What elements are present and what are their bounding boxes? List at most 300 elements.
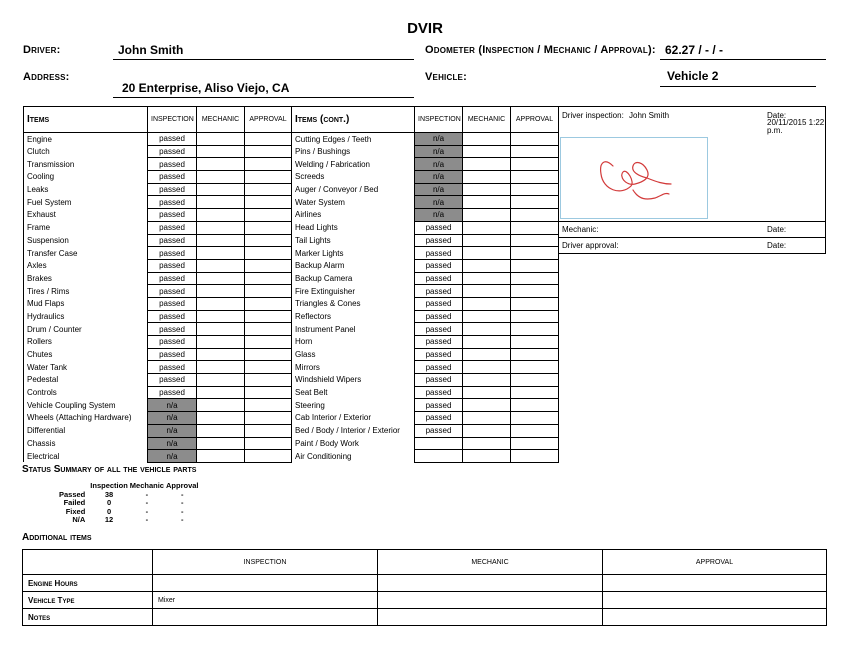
inspection-status: passed xyxy=(148,374,197,387)
summary-table xyxy=(58,482,200,525)
item-name: Auger / Conveyor / Bed xyxy=(292,183,415,196)
mechanic-status xyxy=(463,133,511,146)
table-row xyxy=(292,196,559,209)
mechanic-status xyxy=(197,145,245,158)
additional-value xyxy=(603,575,827,592)
mechanic-status xyxy=(463,145,511,158)
approval-header: APPROVAL xyxy=(511,107,559,133)
items-table-left xyxy=(23,106,292,463)
approval-status xyxy=(245,183,292,196)
approval-status xyxy=(245,133,292,146)
mechanic-status xyxy=(197,234,245,247)
inspection-status: passed xyxy=(415,348,463,361)
approval-status xyxy=(245,399,292,412)
driver-inspection-label: Driver inspection: xyxy=(562,111,624,120)
inspection-status: passed xyxy=(415,297,463,310)
mechanic-status xyxy=(463,374,511,387)
inspection-status xyxy=(415,450,463,463)
approval-status xyxy=(511,158,559,171)
approval-status xyxy=(245,361,292,374)
approval-status xyxy=(245,171,292,184)
signature-image xyxy=(560,137,708,219)
mechanic-label: Mechanic: xyxy=(562,225,599,234)
item-name: Water Tank xyxy=(24,361,148,374)
approval-status xyxy=(245,158,292,171)
approval-status xyxy=(511,247,559,260)
vehicle-label: Vehicle: xyxy=(425,71,467,83)
summary-row-label: Fixed xyxy=(65,506,86,516)
table-row xyxy=(292,336,559,349)
table-row xyxy=(292,348,559,361)
item-name: Differential xyxy=(24,424,148,437)
mechanic-status xyxy=(197,437,245,450)
summary-value: 0 xyxy=(106,498,112,507)
inspection-status: passed xyxy=(148,209,197,222)
mechanic-status xyxy=(463,437,511,450)
inspection-status: passed xyxy=(148,234,197,247)
mechanic-status xyxy=(463,310,511,323)
table-row xyxy=(24,297,292,310)
additional-value xyxy=(378,609,603,626)
item-name: Screeds xyxy=(292,171,415,184)
approval-status xyxy=(245,348,292,361)
inspection-status: passed xyxy=(415,361,463,374)
mechanic-status xyxy=(197,272,245,285)
table-row xyxy=(24,209,292,222)
table-row xyxy=(24,374,292,387)
inspection-status: n/a xyxy=(415,209,463,222)
inspection-date-label: Date: xyxy=(767,111,787,120)
inspection-status: passed xyxy=(148,297,197,310)
item-name: Cutting Edges / Teeth xyxy=(292,133,415,146)
approval-status xyxy=(245,323,292,336)
item-name: Pins / Bushings xyxy=(292,145,415,158)
additional-value xyxy=(603,592,827,609)
odometer-value: 62.27 / - / - xyxy=(665,43,724,57)
table-row xyxy=(292,133,559,146)
table-row xyxy=(24,234,292,247)
inspection-status: n/a xyxy=(415,183,463,196)
inspection-status: passed xyxy=(148,247,197,260)
driver-approval-label: Driver approval: xyxy=(562,241,619,250)
mechanic-date-label: Date: xyxy=(767,225,787,234)
mechanic-status xyxy=(463,361,511,374)
approval-status xyxy=(245,412,292,425)
table-row xyxy=(292,234,559,247)
item-name: Brakes xyxy=(24,272,148,285)
additional-items-table xyxy=(22,549,827,626)
approval-status xyxy=(511,209,559,222)
mechanic-status xyxy=(197,361,245,374)
inspection-status: n/a xyxy=(415,133,463,146)
table-row xyxy=(292,259,559,272)
inspection-status: passed xyxy=(148,196,197,209)
summary-value: - xyxy=(145,506,149,516)
inspection-status: passed xyxy=(415,323,463,336)
address-label: Address: xyxy=(23,71,70,83)
table-row xyxy=(24,285,292,298)
mechanic-status xyxy=(463,196,511,209)
inspection-status: n/a xyxy=(415,196,463,209)
approval-status xyxy=(511,450,559,463)
item-name: Frame xyxy=(24,221,148,234)
inspection-status: passed xyxy=(148,386,197,399)
summary-value: - xyxy=(145,498,149,507)
table-row xyxy=(292,297,559,310)
table-row xyxy=(292,412,559,425)
table-row xyxy=(292,247,559,260)
item-name: Tires / Rims xyxy=(24,285,148,298)
item-name: Axles xyxy=(24,259,148,272)
item-name: Drum / Counter xyxy=(24,323,148,336)
approval-status xyxy=(511,323,559,336)
table-row xyxy=(24,424,292,437)
summary-header-approval: Approval xyxy=(165,481,199,490)
additional-value xyxy=(378,575,603,592)
inspection-status: passed xyxy=(415,399,463,412)
summary-row xyxy=(58,516,200,525)
item-name: Mud Flaps xyxy=(24,297,148,310)
approval-status xyxy=(245,272,292,285)
signature-panel xyxy=(558,106,826,254)
mechanic-header: MECHANIC xyxy=(197,107,245,133)
approval-date-label: Date: xyxy=(767,241,787,250)
table-row xyxy=(292,221,559,234)
inspection-status: passed xyxy=(148,259,197,272)
item-name: Welding / Fabrication xyxy=(292,158,415,171)
summary-value: - xyxy=(180,489,184,499)
inspection-status: n/a xyxy=(148,399,197,412)
mechanic-status xyxy=(463,297,511,310)
inspection-status: passed xyxy=(415,272,463,285)
mechanic-status xyxy=(197,196,245,209)
summary-row-label: Passed xyxy=(59,489,86,499)
table-row xyxy=(292,145,559,158)
additional-header-inspection: INSPECTION xyxy=(153,550,378,575)
item-name: Chutes xyxy=(24,348,148,361)
summary-value: - xyxy=(145,489,149,499)
item-name: Electrical xyxy=(24,450,148,463)
inspection-status: n/a xyxy=(148,424,197,437)
odometer-label: Odometer (Inspection / Mechanic / Approval): xyxy=(425,44,656,56)
approval-status xyxy=(511,310,559,323)
inspection-status xyxy=(415,437,463,450)
approval-status xyxy=(511,437,559,450)
item-name: Backup Camera xyxy=(292,272,415,285)
item-name: Steering xyxy=(292,399,415,412)
item-name: Fuel System xyxy=(24,196,148,209)
mechanic-status xyxy=(463,285,511,298)
item-name: Triangles & Cones xyxy=(292,297,415,310)
mechanic-row xyxy=(559,221,825,237)
summary-header-mechanic: Mechanic xyxy=(129,481,164,490)
inspection-status: passed xyxy=(415,259,463,272)
mechanic-status xyxy=(197,297,245,310)
item-name: Cab Interior / Exterior xyxy=(292,412,415,425)
additional-value: Mixer xyxy=(153,592,378,609)
approval-status xyxy=(245,209,292,222)
table-row xyxy=(292,310,559,323)
approval-header: APPROVAL xyxy=(245,107,292,133)
inspection-status: n/a xyxy=(148,437,197,450)
inspection-status: passed xyxy=(148,361,197,374)
inspection-status: passed xyxy=(148,133,197,146)
inspection-status: passed xyxy=(148,336,197,349)
inspection-status: passed xyxy=(415,374,463,387)
table-row xyxy=(24,386,292,399)
mechanic-status xyxy=(463,336,511,349)
mechanic-status xyxy=(197,399,245,412)
mechanic-status xyxy=(197,221,245,234)
table-row xyxy=(24,399,292,412)
inspection-status: passed xyxy=(415,234,463,247)
mechanic-status xyxy=(197,336,245,349)
item-name: Vehicle Coupling System xyxy=(24,399,148,412)
approval-status xyxy=(511,297,559,310)
item-name: Reflectors xyxy=(292,310,415,323)
mechanic-status xyxy=(197,424,245,437)
table-row xyxy=(24,361,292,374)
driver-value: John Smith xyxy=(118,43,184,57)
mechanic-status xyxy=(197,259,245,272)
approval-status xyxy=(511,285,559,298)
table-row xyxy=(24,450,292,463)
inspection-status: passed xyxy=(148,183,197,196)
additional-row-label: Engine Hours xyxy=(23,575,153,592)
approval-status xyxy=(511,348,559,361)
mechanic-status xyxy=(463,247,511,260)
inspection-status: passed xyxy=(148,221,197,234)
driver-approval-row xyxy=(559,237,825,253)
approval-status xyxy=(511,272,559,285)
table-row xyxy=(24,247,292,260)
address-value: 20 Enterprise, Aliso Viejo, CA xyxy=(122,81,290,95)
mechanic-status xyxy=(463,412,511,425)
item-name: Suspension xyxy=(24,234,148,247)
summary-value: - xyxy=(180,506,184,516)
mechanic-status xyxy=(197,183,245,196)
additional-row xyxy=(23,575,827,592)
mechanic-status xyxy=(463,183,511,196)
inspection-date-value: 20/11/2015 1:22 p.m. xyxy=(767,118,825,135)
item-name: Hydraulics xyxy=(24,310,148,323)
table-row xyxy=(292,183,559,196)
approval-status xyxy=(245,450,292,463)
item-name: Mirrors xyxy=(292,361,415,374)
approval-status xyxy=(245,297,292,310)
table-row xyxy=(24,412,292,425)
table-row xyxy=(24,272,292,285)
driver-underline xyxy=(113,59,414,60)
items-table-right xyxy=(291,106,559,463)
inspection-status: n/a xyxy=(415,171,463,184)
additional-value xyxy=(378,592,603,609)
table-row xyxy=(24,259,292,272)
mechanic-status xyxy=(463,399,511,412)
table-row xyxy=(292,285,559,298)
table-row xyxy=(24,158,292,171)
item-name: Exhaust xyxy=(24,209,148,222)
item-name: Seat Belt xyxy=(292,386,415,399)
approval-status xyxy=(511,133,559,146)
item-name: Marker Lights xyxy=(292,247,415,260)
driver-label: Driver: xyxy=(23,44,61,56)
item-name: Rollers xyxy=(24,336,148,349)
approval-status xyxy=(245,247,292,260)
item-name: Transmission xyxy=(24,158,148,171)
inspection-status: passed xyxy=(148,323,197,336)
mechanic-status xyxy=(463,259,511,272)
mechanic-status xyxy=(463,171,511,184)
table-row xyxy=(24,133,292,146)
approval-status xyxy=(245,386,292,399)
item-name: Backup Alarm xyxy=(292,259,415,272)
summary-value: 0 xyxy=(106,506,112,516)
vehicle-value: Vehicle 2 xyxy=(667,69,719,83)
inspection-status: passed xyxy=(415,285,463,298)
mechanic-status xyxy=(197,158,245,171)
additional-value xyxy=(603,609,827,626)
summary-value: - xyxy=(180,515,184,524)
additional-header-mechanic: MECHANIC xyxy=(378,550,603,575)
table-row xyxy=(292,374,559,387)
inspection-status: passed xyxy=(148,285,197,298)
mechanic-header: MECHANIC xyxy=(463,107,511,133)
mechanic-status xyxy=(197,323,245,336)
inspection-status: passed xyxy=(415,336,463,349)
inspection-status: passed xyxy=(148,272,197,285)
approval-status xyxy=(245,221,292,234)
items-header: Items xyxy=(24,107,148,133)
inspection-status: passed xyxy=(415,412,463,425)
inspection-header: INSPECTION xyxy=(415,107,463,133)
approval-status xyxy=(245,424,292,437)
additional-row-label: Vehicle Type xyxy=(23,592,153,609)
inspection-status: passed xyxy=(415,310,463,323)
approval-status xyxy=(245,234,292,247)
table-row xyxy=(292,171,559,184)
approval-status xyxy=(511,386,559,399)
item-name: Air Conditioning xyxy=(292,450,415,463)
table-row xyxy=(292,209,559,222)
mechanic-status xyxy=(463,424,511,437)
mechanic-status xyxy=(463,158,511,171)
inspection-status: passed xyxy=(148,145,197,158)
table-row xyxy=(292,399,559,412)
approval-status xyxy=(511,196,559,209)
approval-status xyxy=(511,361,559,374)
inspection-status: n/a xyxy=(148,450,197,463)
inspection-status: passed xyxy=(415,247,463,260)
inspection-status: passed xyxy=(415,386,463,399)
item-name: Wheels (Attaching Hardware) xyxy=(24,412,148,425)
vehicle-underline xyxy=(660,86,816,87)
table-row xyxy=(24,196,292,209)
mechanic-status xyxy=(197,247,245,260)
summary-value: 12 xyxy=(104,515,114,524)
additional-header-approval: APPROVAL xyxy=(603,550,827,575)
approval-status xyxy=(245,437,292,450)
mechanic-status xyxy=(463,450,511,463)
table-row xyxy=(24,145,292,158)
approval-status xyxy=(511,259,559,272)
inspection-status: passed xyxy=(415,221,463,234)
mechanic-status xyxy=(463,272,511,285)
item-name: Windshield Wipers xyxy=(292,374,415,387)
mechanic-status xyxy=(197,133,245,146)
address-underline xyxy=(113,97,414,98)
mechanic-status xyxy=(197,386,245,399)
item-name: Leaks xyxy=(24,183,148,196)
summary-row-label: Failed xyxy=(63,498,86,507)
summary-value: - xyxy=(180,498,184,507)
table-row xyxy=(24,348,292,361)
item-name: Bed / Body / Interior / Exterior xyxy=(292,424,415,437)
item-name: Paint / Body Work xyxy=(292,437,415,450)
driver-inspection-name: John Smith xyxy=(629,111,670,120)
item-name: Instrument Panel xyxy=(292,323,415,336)
approval-status xyxy=(511,183,559,196)
approval-status xyxy=(245,196,292,209)
inspection-status: n/a xyxy=(415,145,463,158)
inspection-status: n/a xyxy=(148,412,197,425)
item-name: Water System xyxy=(292,196,415,209)
additional-items-title: Additional items xyxy=(22,532,92,543)
table-row xyxy=(292,323,559,336)
items-cont-header: Items (cont.) xyxy=(292,107,415,133)
table-row xyxy=(292,437,559,450)
approval-status xyxy=(511,374,559,387)
item-name: Engine xyxy=(24,133,148,146)
item-name: Fire Extinguisher xyxy=(292,285,415,298)
mechanic-status xyxy=(463,348,511,361)
inspection-status: passed xyxy=(415,424,463,437)
table-row xyxy=(292,424,559,437)
table-row xyxy=(24,310,292,323)
approval-status xyxy=(245,259,292,272)
additional-row xyxy=(23,609,827,626)
item-name: Transfer Case xyxy=(24,247,148,260)
approval-status xyxy=(511,399,559,412)
table-row xyxy=(24,183,292,196)
table-row xyxy=(292,158,559,171)
approval-status xyxy=(245,336,292,349)
item-name: Glass xyxy=(292,348,415,361)
table-row xyxy=(292,272,559,285)
item-name: Clutch xyxy=(24,145,148,158)
approval-status xyxy=(245,145,292,158)
table-row xyxy=(292,361,559,374)
approval-status xyxy=(511,221,559,234)
table-row xyxy=(24,336,292,349)
mechanic-status xyxy=(463,209,511,222)
odometer-underline xyxy=(660,59,826,60)
table-row xyxy=(24,221,292,234)
additional-corner xyxy=(23,550,153,575)
approval-status xyxy=(245,285,292,298)
document-title: DVIR xyxy=(407,20,443,37)
summary-row-label: N/A xyxy=(72,515,86,524)
table-row xyxy=(292,386,559,399)
additional-row-label: Notes xyxy=(23,609,153,626)
inspection-status: passed xyxy=(148,310,197,323)
summary-header-inspection: Inspection xyxy=(90,481,128,490)
additional-value xyxy=(153,609,378,626)
item-name: Controls xyxy=(24,386,148,399)
item-name: Horn xyxy=(292,336,415,349)
approval-status xyxy=(511,145,559,158)
inspection-header: INSPECTION xyxy=(148,107,197,133)
